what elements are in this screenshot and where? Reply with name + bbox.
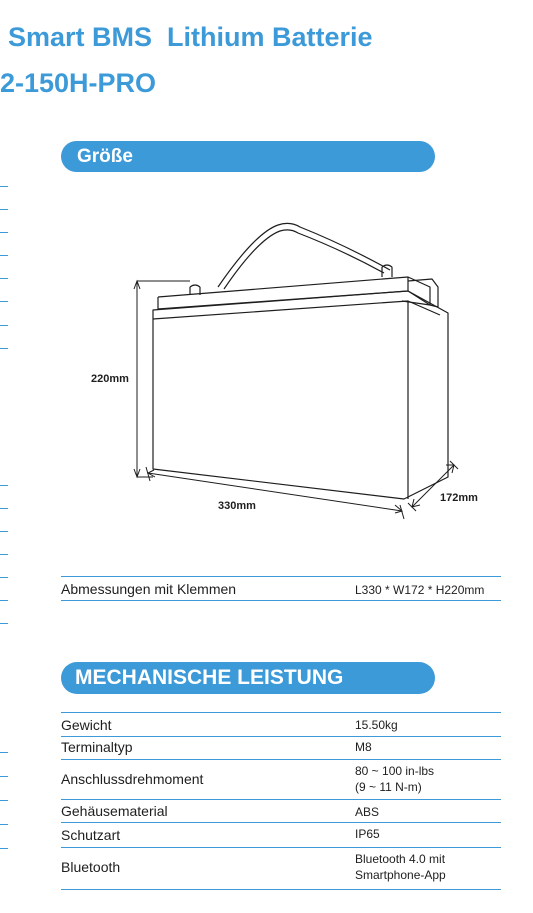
- table-row: [61, 823, 501, 847]
- row-value: 80 ~ 100 in-lbs (9 ~ 11 N-m): [355, 764, 435, 794]
- table-row: [61, 848, 501, 888]
- table-divider: [61, 600, 501, 601]
- row-label: Abmessungen mit Klemmen: [61, 581, 237, 597]
- row-value: 15.50kg: [355, 718, 398, 732]
- length-dimension-label: 330mm: [218, 500, 256, 512]
- table-row: [61, 760, 501, 798]
- row-value: M8: [355, 740, 372, 754]
- table-row: [61, 714, 501, 736]
- row-value: ABS: [355, 805, 380, 819]
- page-title: Smart BMS Lithium Batterie: [8, 22, 373, 52]
- row-label: Gewicht: [61, 717, 112, 733]
- row-label: Terminaltyp: [61, 739, 133, 755]
- row-label: Bluetooth: [61, 859, 121, 875]
- height-dimension-label: 220mm: [91, 373, 129, 385]
- table-divider: [61, 889, 501, 890]
- section-heading-mechanical: MECHANISCHE LEISTUNG: [61, 662, 435, 694]
- row-label: Schutzart: [61, 827, 121, 843]
- row-label: Gehäusematerial: [61, 803, 168, 819]
- row-label: Anschlussdrehmoment: [61, 771, 204, 787]
- left-edge-ticks: [0, 0, 10, 913]
- row-value: Bluetooth 4.0 mit Smartphone-App: [355, 852, 446, 882]
- table-row: [61, 800, 501, 822]
- table-divider: [61, 712, 501, 713]
- row-value: L330 * W172 * H220mm: [355, 583, 485, 597]
- width-dimension-label: 172mm: [440, 492, 478, 504]
- table-row: [61, 737, 501, 759]
- section-heading-size: Größe: [61, 141, 435, 172]
- table-divider: [61, 576, 501, 577]
- battery-drawing: [90, 215, 510, 525]
- table-row: [61, 580, 501, 600]
- model-number: 2-150H-PRO: [0, 68, 157, 98]
- row-value: IP65: [355, 827, 380, 841]
